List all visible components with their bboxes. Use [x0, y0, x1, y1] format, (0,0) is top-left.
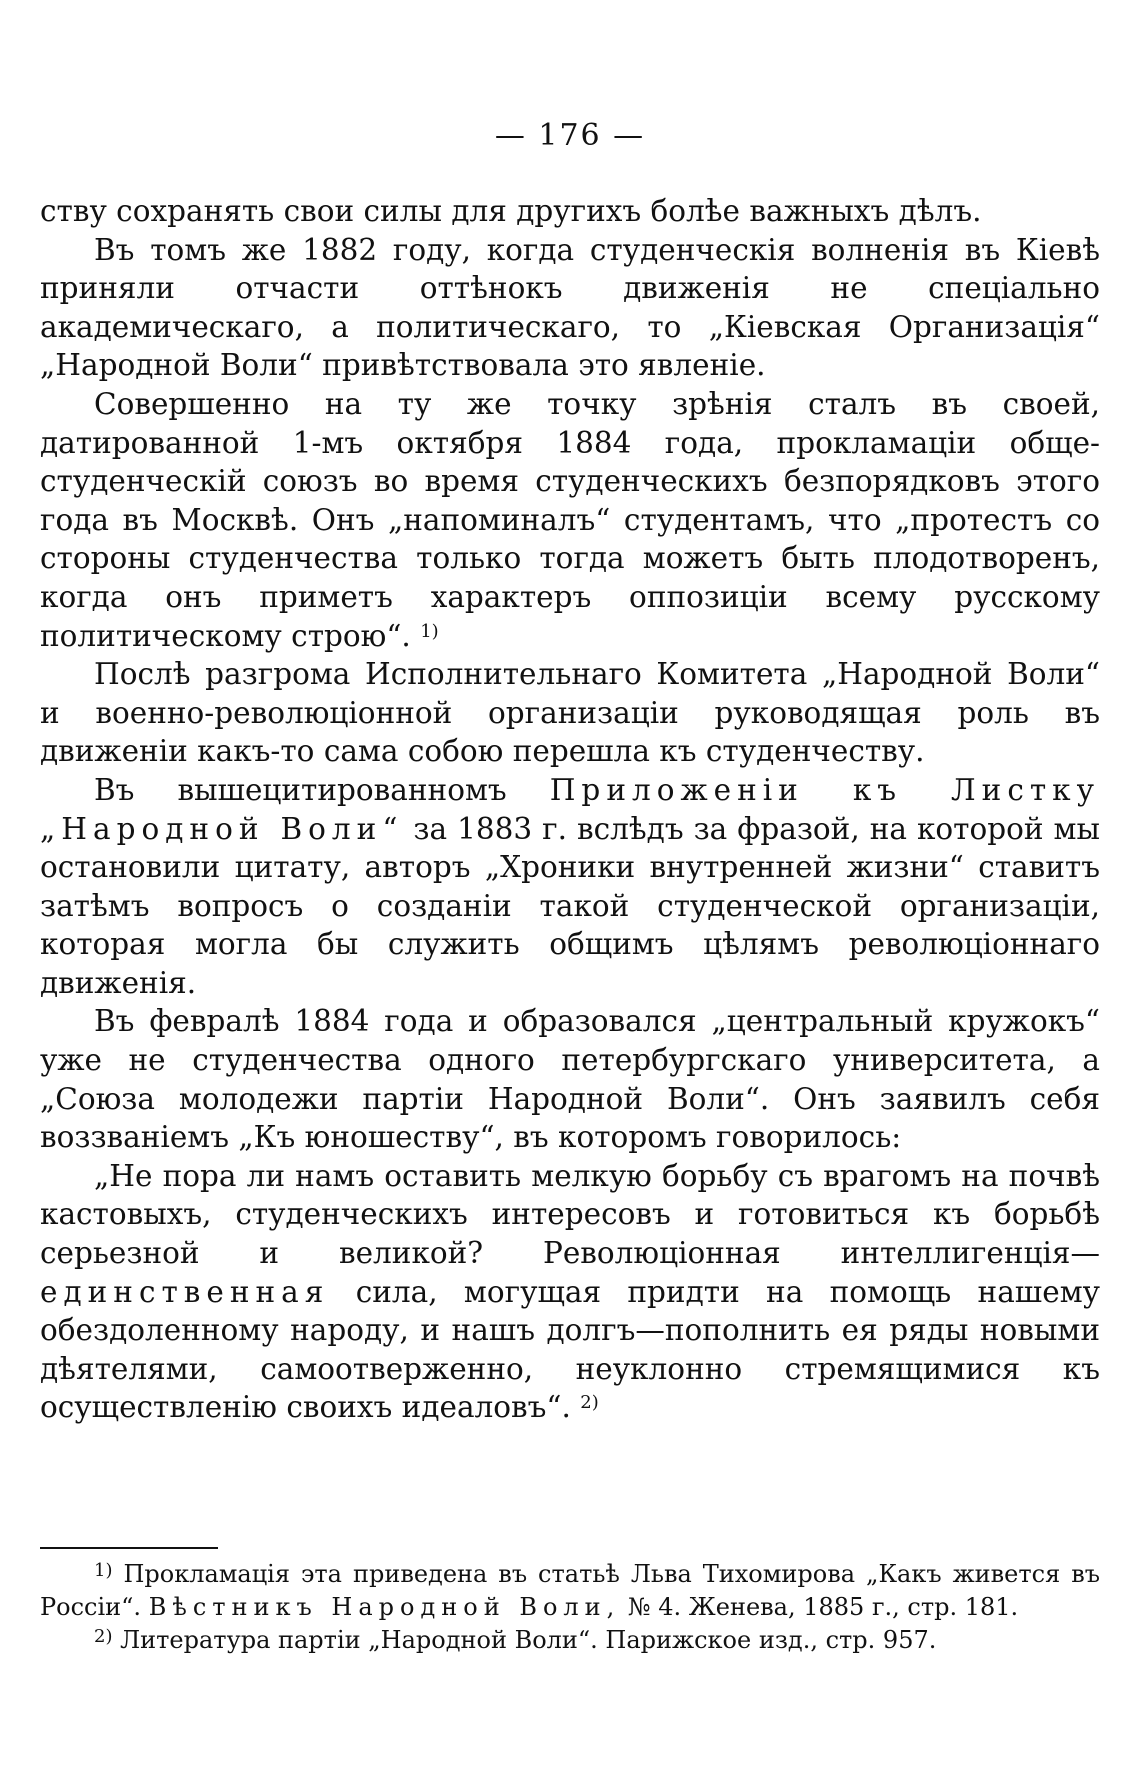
paragraph-text: Въ томъ же 1882 году, когда студенческія волненія въ Кіевѣ приняли отчасти оттѣнокъ движенія не спеціально академическаго, а политическаго, то „Кіевская Организація“ „Народной Воли“ привѣтствовала это явленіе. — [40, 232, 1100, 383]
paragraph-text: сила, могущая придти на помощь нашему обездоленному народу, и нашъ долгъ—пополнить ея ряды новыми дѣятелями, самоотверженно, неуклонно стремящимися къ осуществленію своихъ идеаловъ“. — [40, 1274, 1100, 1425]
paragraph-after-defeat — [40, 655, 1100, 771]
spaced-title: Приложеніи къ Листку „Народной Воли“ — [40, 772, 1100, 846]
spaced-journal-title: Вѣстникъ Народной Воли, — [148, 1593, 621, 1621]
footnote-mark: 1) — [94, 1560, 113, 1581]
spaced-emphasis: единственная — [40, 1274, 330, 1309]
footnote-ref-1: 1) — [420, 620, 439, 642]
paragraph-supplement — [40, 771, 1100, 1003]
paragraph-text: Послѣ разгрома Исполнительнаго Комитета „Народной Воли“ и военно-революціонной организаціи руководящая роль въ движеніи какъ-то сама собою перешла къ студенчеству. — [40, 657, 1100, 769]
paragraph-text: ству сохранять свои силы для другихъ болѣе важныхъ дѣлъ. — [40, 194, 982, 228]
paragraph-quote — [40, 1157, 1100, 1427]
paragraph-continuation — [40, 192, 1100, 231]
footnote-mark: 2) — [94, 1626, 113, 1647]
footnote-text: Прокламація эта приведена въ статьѣ Льва Тихомирова „Какъ живется въ Россіи“. — [40, 1560, 1100, 1621]
footnote-2 — [40, 1624, 1100, 1657]
body-text — [40, 192, 1100, 1427]
paragraph-text: „Не пора ли намъ оставить мелкую борьбу съ врагомъ на почвѣ кастовыхъ, студенческихъ интересовъ и готовиться къ борьбѣ серьезной и великой? Революціонная интеллигенція— — [40, 1158, 1100, 1271]
footnotes — [40, 1558, 1100, 1657]
paragraph-text: Въ февралѣ 1884 года и образовался „центральный кружокъ“ уже не студенчества одного петербургскаго университета, а „Союза молодежи партіи Народной Воли“. Онъ заявилъ себя воззваніемъ „Къ юношеству“, въ которомъ говорилось: — [40, 1004, 1100, 1155]
footnote-divider — [40, 1547, 218, 1549]
paragraph-february-1884 — [40, 1002, 1100, 1156]
footnote-text: Литература партіи „Народной Воли“. Парижское изд., стр. 957. — [120, 1626, 937, 1654]
footnote-1 — [40, 1558, 1100, 1624]
paragraph-kiev-1882 — [40, 231, 1100, 385]
page-number: — 176 — — [494, 118, 646, 153]
paragraph-moscow-1884 — [40, 385, 1100, 655]
paragraph-text: Въ вышецитированномъ — [94, 772, 507, 807]
paragraph-text: за 1883 г. вслѣдъ за фразой, на которой мы остановили цитату, авторъ „Хроники внутренней жизни“ ставитъ затѣмъ вопросъ о созданіи такой студенческой организаціи, которая могла бы служить общимъ цѣлямъ революціоннаго движенія. — [40, 811, 1100, 1000]
paragraph-text: Совершенно на ту же точку зрѣнія сталъ въ своей, датированной 1-мъ октября 1884 года, прокламаціи обще-студенческій союзъ во время студенческихъ безпорядковъ этого года въ Москвѣ. Онъ „напоминалъ“ студентамъ, что „протестъ со стороны студенчества только тогда можетъ быть плодотворенъ, когда онъ приметъ характеръ оппозиціи всему русскому политическому строю“. — [40, 386, 1100, 653]
footnote-ref-2: 2) — [580, 1392, 599, 1414]
footnote-text: № 4. Женева, 1885 г., стр. 181. — [627, 1593, 1019, 1621]
